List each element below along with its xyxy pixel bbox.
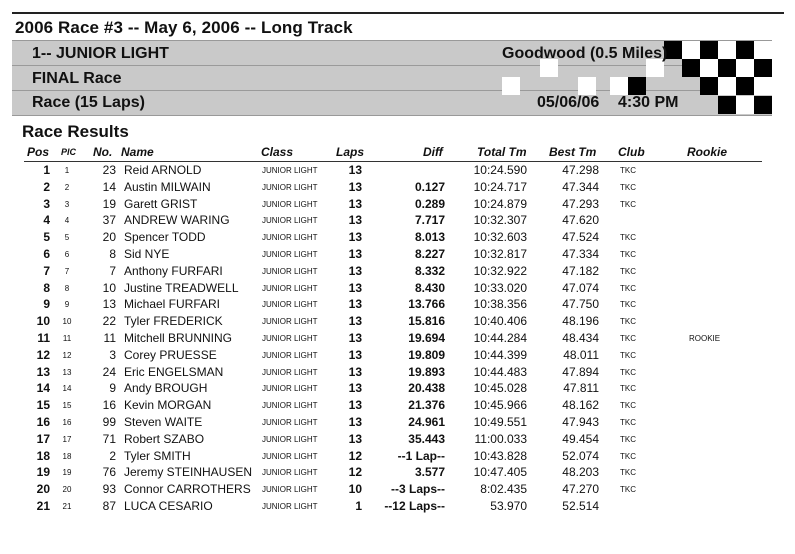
cell-diff: 35.443 [408,431,445,446]
cell-pos: 12 [36,347,50,362]
cell-best: 48.434 [562,331,599,345]
cell-class: JUNIOR LIGHT [262,502,318,511]
cell-diff: 21.376 [408,398,445,413]
cell-name: Reid ARNOLD [124,163,202,177]
cell-club: TKC [620,334,636,343]
cell-pic: 5 [64,233,70,243]
cell-no: 3 [109,347,116,362]
cell-total: 10:24.717 [473,179,527,194]
cell-total: 10:32.817 [473,247,527,261]
cell-pos: 14 [36,381,50,396]
cell-no: 37 [102,213,116,228]
table-row [0,364,795,381]
cell-pos: 1 [43,163,50,177]
race-time: 4:30 PM [618,94,679,111]
cell-pos: 6 [43,247,50,261]
col-laps: Laps [336,145,365,159]
cell-best: 47.750 [562,297,599,312]
cell-pos: 21 [36,499,50,513]
cell-diff: 8.430 [414,280,445,295]
section-title: Race Results [22,122,129,141]
table-row [0,498,795,515]
cell-class: JUNIOR LIGHT [262,350,318,360]
cell-pos: 19 [36,465,50,480]
cell-pos: 11 [37,331,50,345]
cell-class: JUNIOR LIGHT [262,451,318,461]
cell-total: 10:49.551 [473,415,527,429]
cell-total: 10:45.966 [473,398,527,413]
col-name: Name [121,145,154,159]
cell-club: TKC [620,317,636,327]
cell-name: Eric ENGELSMAN [124,364,224,379]
cell-pos: 9 [43,297,50,312]
cell-diff: --1 Lap-- [397,448,445,463]
cell-club: TKC [620,283,636,293]
table-row [0,296,795,313]
table-row [0,330,795,347]
cell-diff: 8.332 [414,263,445,278]
cell-laps: 12 [348,465,362,480]
cell-diff: 13.766 [408,297,445,312]
cell-pos: 16 [36,415,50,429]
cell-laps: 13 [348,331,362,345]
cell-pic: 16 [62,418,72,427]
cell-diff: 3.577 [414,465,445,480]
cell-pos: 13 [36,364,50,379]
cell-pic: 18 [62,451,72,461]
cell-class: JUNIOR LIGHT [262,485,318,495]
cell-pic: 6 [64,250,70,259]
table-row [0,179,795,196]
cell-no: 87 [102,499,116,513]
cell-class: JUNIOR LIGHT [262,250,318,259]
cell-laps: 13 [348,347,362,362]
cell-class: JUNIOR LIGHT [262,468,318,478]
table-row [0,431,795,448]
cell-club: TKC [620,434,636,444]
race-banner [12,40,772,116]
table-row [0,162,795,179]
cell-class: JUNIOR LIGHT [262,367,318,377]
cell-laps: 12 [348,448,362,463]
cell-name: Corey PRUESSE [124,347,217,362]
table-row [0,212,795,229]
cell-no: 10 [102,280,116,295]
cell-no: 9 [109,381,116,396]
col-no: No. [93,145,113,159]
cell-club: TKC [620,300,636,310]
cell-no: 93 [102,482,116,497]
cell-no: 99 [102,415,116,429]
cell-diff: 8.227 [414,247,445,261]
page-title: 2006 Race #3 -- May 6, 2006 -- Long Track [15,18,353,37]
cell-best: 47.943 [562,415,599,429]
table-row [0,380,795,397]
cell-class: JUNIOR LIGHT [262,300,318,310]
cell-best: 47.182 [562,263,599,278]
cell-diff: 24.961 [408,415,445,429]
cell-best: 47.298 [562,163,599,177]
cell-no: 2 [109,448,116,463]
cell-name: Austin MILWAIN [124,179,211,194]
race-class: 1-- JUNIOR LIGHT [32,45,169,62]
cell-pic: 9 [64,300,70,310]
cell-best: 48.196 [562,314,599,329]
cell-laps: 13 [348,398,362,413]
cell-total: 10:24.590 [473,163,527,177]
cell-class: JUNIOR LIGHT [262,233,318,243]
cell-pos: 2 [43,179,50,194]
cell-diff: 15.816 [408,314,445,329]
col-diff: Diff [423,145,443,159]
cell-total: 10:33.020 [473,280,527,295]
table-row [0,397,795,414]
cell-laps: 13 [348,297,362,312]
cell-laps: 13 [348,280,362,295]
cell-club: TKC [620,266,636,276]
cell-diff: 0.289 [414,196,445,211]
cell-total: 10:43.828 [473,448,527,463]
cell-diff: 19.893 [408,364,445,379]
table-row [0,313,795,330]
cell-laps: 13 [348,314,362,329]
cell-best: 47.334 [562,247,599,261]
cell-pic: 19 [62,468,72,478]
cell-total: 8:02.435 [480,482,527,497]
cell-no: 22 [102,314,116,329]
cell-no: 24 [102,364,116,379]
cell-class: JUNIOR LIGHT [262,216,318,226]
cell-pos: 10 [36,314,50,329]
cell-diff: 7.717 [414,213,445,228]
cell-name: Garett GRIST [124,196,198,211]
table-row [0,414,795,431]
col-total: Total Tm [477,145,527,159]
cell-name: Anthony FURFARI [124,263,223,278]
cell-laps: 1 [355,499,362,513]
cell-pos: 7 [43,263,50,278]
table-row [0,246,795,263]
cell-name: Michael FURFARI [124,297,221,312]
cell-total: 53.970 [490,499,527,513]
cell-diff: 8.013 [414,230,445,245]
cell-no: 11 [103,331,116,345]
cell-name: Steven WAITE [124,415,203,429]
col-rookie: Rookie [687,145,728,159]
col-pic: PIC [61,147,77,157]
cell-best: 52.514 [562,499,599,513]
cell-club: TKC [620,233,636,243]
cell-pic: 1 [64,166,70,175]
cell-best: 48.203 [562,465,599,480]
cell-total: 10:38.356 [473,297,527,312]
cell-no: 23 [102,163,116,177]
cell-total: 10:44.483 [473,364,527,379]
cell-class: JUNIOR LIGHT [262,401,318,411]
table-row [0,263,795,280]
cell-pic: 13 [62,367,72,377]
top-rule [12,12,784,14]
cell-diff: 0.127 [414,179,445,194]
cell-name: Mitchell BRUNNING [124,331,233,345]
cell-laps: 13 [348,247,362,261]
cell-class: JUNIOR LIGHT [262,199,318,209]
track-name: Goodwood (0.5 Miles) [502,45,668,62]
cell-best: 48.162 [562,398,599,413]
cell-laps: 13 [348,364,362,379]
cell-laps: 13 [348,381,362,396]
cell-total: 10:32.603 [473,230,527,245]
col-best: Best Tm [549,145,597,159]
table-row [0,196,795,213]
table-row [0,448,795,465]
cell-pic: 2 [64,182,70,192]
cell-total: 10:44.284 [473,331,527,345]
cell-club: TKC [620,182,636,192]
race-session: FINAL Race [32,70,122,87]
cell-class: JUNIOR LIGHT [262,166,318,175]
race-date: 05/06/06 [537,94,600,111]
cell-club: TKC [620,451,636,461]
cell-best: 47.811 [563,381,599,396]
cell-pos: 17 [36,431,50,446]
cell-class: JUNIOR LIGHT [262,283,318,293]
cell-best: 52.074 [562,448,599,463]
cell-pos: 20 [36,482,50,497]
cell-diff: --3 Laps-- [391,482,445,497]
cell-club: TKC [620,485,636,495]
cell-best: 47.894 [562,364,599,379]
cell-club: TKC [620,468,636,478]
table-row [0,464,795,481]
col-class: Class [261,145,294,159]
cell-pos: 18 [36,448,50,463]
cell-pic: 11 [62,334,72,343]
cell-name: Justine TREADWELL [124,280,239,295]
cell-no: 71 [102,431,116,446]
col-club: Club [618,145,645,159]
cell-pic: 14 [62,384,72,394]
cell-name: Robert SZABO [124,431,205,446]
table-row [0,347,795,364]
cell-name: Connor CARROTHERS [124,482,251,497]
cell-total: 10:44.399 [473,347,527,362]
cell-pic: 21 [62,502,72,511]
cell-class: JUNIOR LIGHT [262,317,318,327]
cell-club: TKC [620,384,636,394]
cell-class: JUNIOR LIGHT [262,418,318,427]
cell-best: 47.270 [562,482,599,497]
cell-laps: 13 [348,230,362,245]
race-laps: Race (15 Laps) [32,94,145,111]
cell-name: Sid NYE [124,247,170,261]
cell-club: TKC [620,418,636,427]
cell-name: Tyler SMITH [124,448,191,463]
cell-best: 47.293 [562,196,599,211]
cell-laps: 13 [348,213,362,228]
cell-pic: 15 [62,401,72,411]
cell-no: 14 [102,179,116,194]
cell-laps: 13 [348,415,362,429]
cell-diff: --12 Laps-- [384,499,445,513]
cell-total: 10:47.405 [473,465,527,480]
cell-pos: 15 [36,398,50,413]
cell-best: 49.454 [562,431,599,446]
cell-pic: 7 [64,266,70,276]
cell-pic: 3 [64,199,70,209]
cell-class: JUNIOR LIGHT [262,182,318,192]
cell-laps: 13 [348,163,362,177]
cell-club: TKC [620,250,636,259]
cell-best: 47.620 [562,213,599,228]
cell-club: TKC [620,166,636,175]
cell-pic: 8 [64,283,70,293]
cell-diff: 20.438 [408,381,445,396]
table-row [0,280,795,297]
cell-class: JUNIOR LIGHT [262,384,318,394]
cell-laps: 10 [348,482,362,497]
cell-total: 11:00.033 [474,431,527,446]
cell-diff: 19.809 [408,347,445,362]
cell-name: Kevin MORGAN [124,398,212,413]
cell-pos: 3 [43,196,50,211]
cell-name: Spencer TODD [124,230,206,245]
cell-rookie: ROOKIE [689,334,721,343]
cell-name: ANDREW WARING [124,213,230,228]
cell-name: LUCA CESARIO [124,499,213,513]
col-pos: Pos [27,145,50,159]
cell-total: 10:45.028 [473,381,527,396]
cell-club: TKC [620,199,636,209]
cell-best: 47.524 [562,230,599,245]
cell-laps: 13 [348,196,362,211]
cell-laps: 13 [348,431,362,446]
cell-total: 10:24.879 [473,196,527,211]
table-row [0,481,795,498]
cell-class: JUNIOR LIGHT [262,434,318,444]
cell-diff: 19.694 [408,331,445,345]
cell-pos: 4 [43,213,50,228]
cell-pos: 8 [43,280,50,295]
cell-class: JUNIOR LIGHT [262,334,318,343]
cell-pic: 17 [62,434,72,444]
cell-pos: 5 [43,230,50,245]
cell-no: 16 [102,398,116,413]
cell-no: 13 [102,297,116,312]
cell-pic: 10 [62,317,72,327]
cell-pic: 20 [62,485,72,495]
cell-no: 76 [102,465,116,480]
cell-total: 10:32.307 [473,213,527,228]
table-row [0,229,795,246]
cell-club: TKC [620,367,636,377]
cell-total: 10:40.406 [473,314,527,329]
cell-name: Andy BROUGH [124,381,208,396]
cell-no: 19 [102,196,116,211]
cell-best: 48.011 [563,347,599,362]
cell-class: JUNIOR LIGHT [262,266,318,276]
cell-no: 7 [109,263,116,278]
cell-name: Tyler FREDERICK [124,314,223,329]
cell-no: 20 [102,230,116,245]
cell-club: TKC [620,401,636,411]
cell-club: TKC [620,350,636,360]
cell-pic: 12 [62,350,72,360]
cell-laps: 13 [348,263,362,278]
cell-total: 10:32.922 [473,263,527,278]
cell-best: 47.074 [562,280,599,295]
cell-laps: 13 [348,179,362,194]
cell-pic: 4 [64,216,70,226]
cell-name: Jeremy STEINHAUSEN [124,465,253,480]
cell-no: 8 [109,247,116,261]
cell-best: 47.344 [562,179,599,194]
